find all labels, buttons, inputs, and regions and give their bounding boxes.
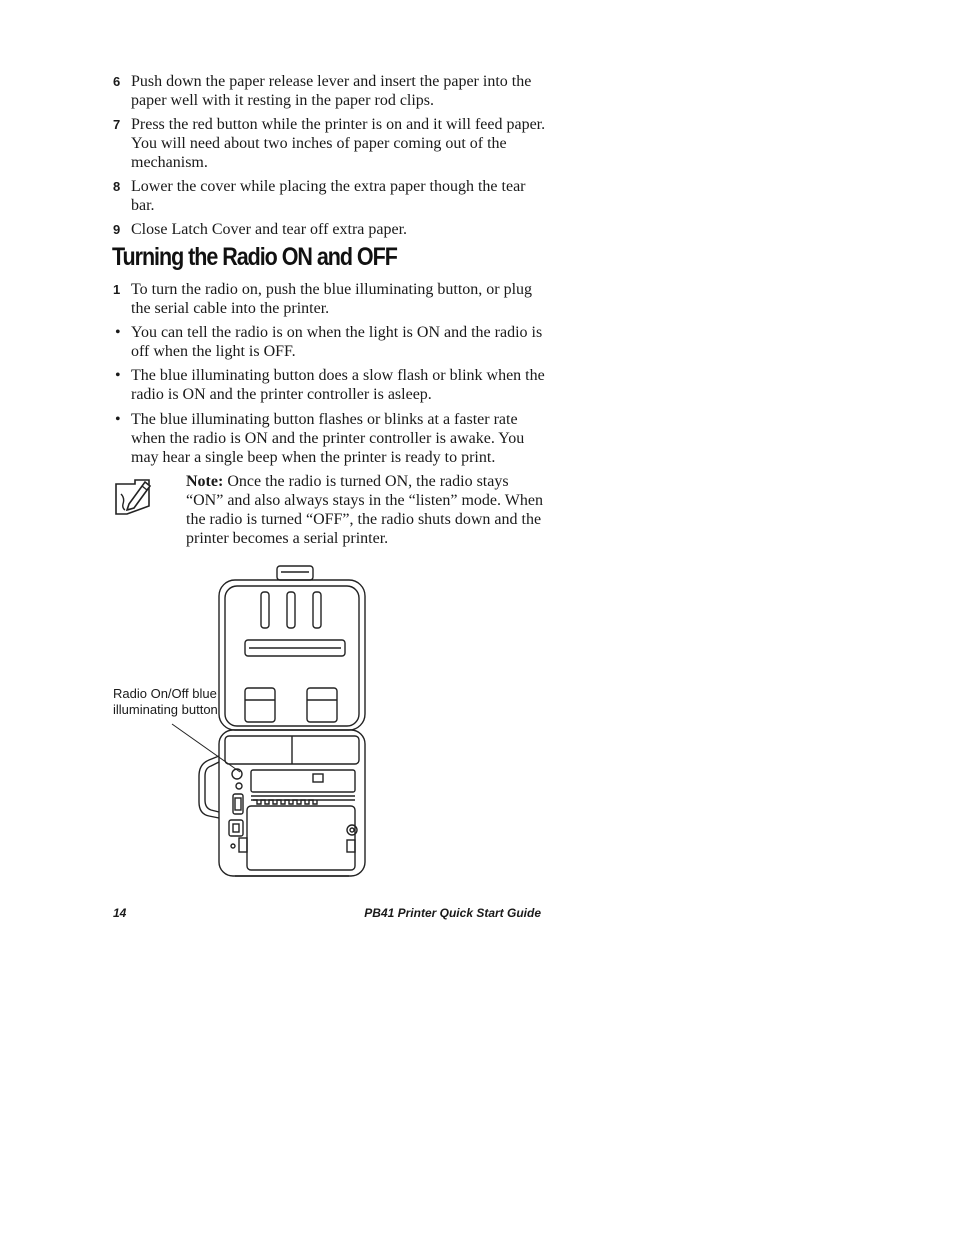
bullet-text: The blue illuminating button does a slow flash or blink when the radio is ON and the printer controller is asleep. [131,367,545,403]
bullet-text: You can tell the radio is on when the light is ON and the radio is off when the light is OFF. [131,324,543,360]
footer-title: PB41 Printer Quick Start Guide [364,906,541,920]
step-number: 1 [113,282,121,297]
bullet-item [113,323,553,361]
bullet-glyph: • [115,367,121,384]
step-text: Push down the paper release lever and insert the paper into the paper well with it resting in the paper rod clips. [131,73,532,109]
bullet-glyph: • [115,324,121,341]
step-text: Close Latch Cover and tear off extra paper. [131,221,408,238]
step-number: 6 [113,74,121,89]
bullet-glyph: • [115,411,121,428]
note-block [186,472,548,548]
step-text: To turn the radio on, push the blue illuminating button, or plug the serial cable into the printer. [131,281,533,317]
step-6 [113,72,553,110]
figure-callout: Radio On/Off blue illuminating button [113,686,218,717]
step-text: Lower the cover while placing the extra paper though the tear bar. [131,178,526,214]
step-text: Press the red button while the printer is on and it will feed paper. You will need about two inches of paper coming out of the mechanism. [131,116,546,171]
radio-step-1 [113,280,553,318]
step-number: 8 [113,179,121,194]
pencil-note-icon [113,474,153,516]
step-7 [113,115,553,172]
step-8 [113,177,553,215]
note-text: Once the radio is turned ON, the radio stays “ON” and also always stays in the “listen” mode. When the radio is turned “OFF”, the radio shuts down and the printer becomes a serial printer. [186,473,543,547]
note-label: Note: [186,473,224,490]
step-9 [113,220,553,239]
step-number: 9 [113,222,121,237]
bullet-text: The blue illuminating button flashes or blinks at a faster rate when the radio is ON and the printer controller is awake. You may hear a single beep when the printer is ready to print. [131,411,525,466]
bullet-item [113,410,553,467]
callout-leader-line [160,720,250,780]
step-number: 7 [113,117,121,132]
page-number: 14 [113,906,127,920]
bullet-item [113,366,553,404]
section-heading: Turning the Radio ON and OFF [112,243,397,271]
